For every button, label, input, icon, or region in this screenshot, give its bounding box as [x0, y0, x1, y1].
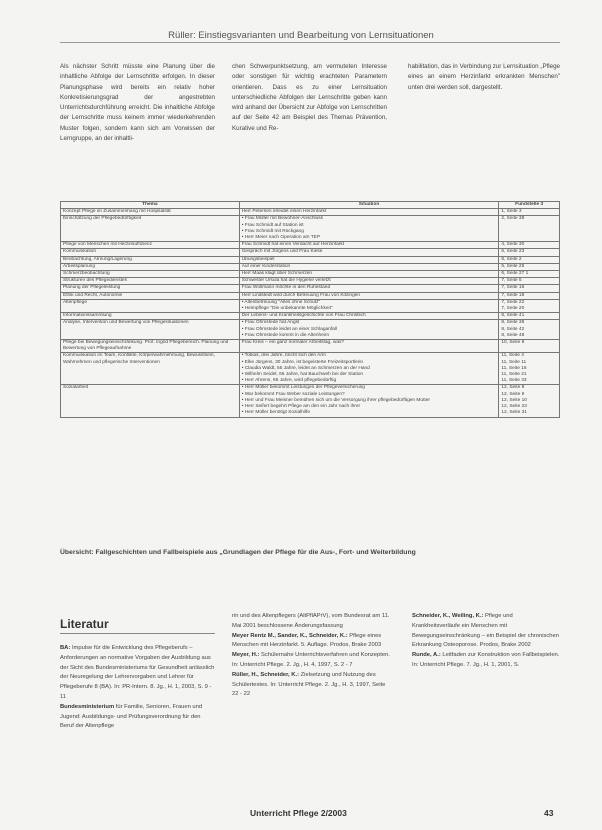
situation-line: Herr Petersen erleidet einen Herzinfarkt — [241, 209, 327, 215]
reference-text: für Familie, Senioren, Frauen und Jugend: Ausbildungs- und Prüfungsverordnung für den Beruf der Altenpflege — [60, 703, 203, 730]
fundstelle-line: 4, Seite 30 — [501, 242, 525, 248]
cell-fundstelle — [499, 249, 560, 256]
situation-line: • Tobias, drei Jahre, bricht sich den Arm — [241, 353, 326, 359]
situation-line: • Frau Ohmstede hat Angst — [241, 320, 300, 326]
table-row — [61, 353, 560, 385]
situation-line: • Herr Müller benötigt Sozialhilfe — [241, 410, 311, 416]
cell-thema: Beobachtung, Atmung/Lagerung — [61, 256, 240, 263]
running-header: Rüller: Einstiegsvarianten und Bearbeitung von Lernsituationen — [168, 30, 434, 41]
situation-line: • Frau Schmidt auf Station ist — [241, 222, 304, 228]
page-number: 43 — [544, 808, 554, 818]
cell-thema: Kommunikation im Team, Konflikte, Körperwahrnehmung, Bewusstsein, Wahrnehmen und pflegerische Interventionen — [61, 353, 240, 385]
fundstelle-line: 7, Seite 16 — [501, 285, 525, 291]
table-caption: Übersicht: Fallgeschichten und Fallbeispiele aus „Grundlagen der Pflege für die Aus-, Fort- und Weiterbildung — [60, 549, 416, 556]
fundstelle-line: 7, Seite 22 — [501, 299, 525, 305]
cell-fundstelle — [499, 216, 560, 242]
table-row — [61, 313, 560, 320]
cell-situation — [239, 209, 499, 216]
cell-situation — [239, 292, 499, 299]
cell-thema: Informationssammlung — [61, 313, 240, 320]
situation-line: Schwester Ursula hat die Hygiene verletzt — [241, 278, 331, 284]
fundstelle-line: 2, Seite 38 — [501, 216, 525, 222]
table-row — [61, 340, 560, 353]
fundstelle-line: 11, Seite 11 — [501, 359, 527, 365]
cell-thema: Pflege bei Bewegungseinschränkung. Prof. Ingrid Pflegebereich. Planung und Bewertung von Pflegeaufnahme — [61, 340, 240, 353]
situation-line: Frau Schmidt hat einen Verdacht auf Herzinfarkt — [241, 242, 345, 248]
fundstelle-line: 12, Seite 31 — [501, 410, 527, 416]
cell-situation — [239, 263, 499, 270]
fundstelle-line: 12, Seite 10 — [501, 397, 527, 403]
fundstelle-line: 10, Seite 9 — [501, 340, 525, 346]
cell-fundstelle — [499, 285, 560, 292]
body-column-1: Als nächster Schritt müsste eine Planung über die inhaltliche Abfolge der Lernschritte erfolgen. In dieser Planungsphase wird bereits ein relativ hoher Konkretisierungsgrad der angestrebten Unterrichtsdurchführung erreicht. Die inhaltliche Abfolge der Lernschritte muss keinem immer wiederkehrenden Muster folgen, sondern kann sich am Vorwissen der Lerngruppe, an der inhaltli- — [60, 63, 215, 143]
table-header-row — [61, 202, 560, 209]
cell-fundstelle — [499, 271, 560, 278]
reference-author: Rüller, H., Schneider, K.: — [232, 671, 300, 678]
table-header-fundstelle: Fundstelle 3 — [499, 202, 560, 209]
reference-author: Bundesministerium — [60, 703, 115, 710]
fundstelle-line: 6, Seite 23 — [501, 249, 525, 255]
reference-author: Meyer Rentz M., Sander, K., Schneider, K.: — [232, 632, 348, 639]
reference-text: Zielsetzung und Nutzung des Schülertextes. In: Unterricht Pflege. 2. Jg., H. 3, 1997, Seite 22 - 22 — [232, 671, 386, 698]
fundstelle-line: 11, Seite 33 — [501, 378, 527, 384]
situation-line: • Frau Schmidt mit Rückgang — [241, 228, 304, 234]
situation-line: Übungsbeispiel — [241, 256, 275, 262]
cell-fundstelle — [499, 292, 560, 299]
cell-thema: Ethik und Recht, Autonomie — [61, 292, 240, 299]
fundstelle-line: 8, Seite 41 — [501, 313, 525, 319]
table-row — [61, 242, 560, 249]
table-row — [61, 256, 560, 263]
cell-thema: Konzept Pflege im Zusammenhang mit Hospitalität — [61, 209, 240, 216]
reference-author: Schneider, K., Weiling, K.: — [412, 613, 484, 619]
cell-fundstelle — [499, 320, 560, 340]
overview-table — [60, 201, 560, 418]
table-row — [61, 385, 560, 417]
literature-title: Literatur — [60, 617, 109, 631]
cell-situation — [239, 313, 499, 320]
situation-line: Auf einer Kinderstation — [241, 263, 291, 269]
situation-line: Herr Maas klagt über Schmerzen — [241, 271, 313, 277]
cell-situation — [239, 249, 499, 256]
cell-fundstelle — [499, 385, 560, 417]
cell-situation — [239, 242, 499, 249]
situation-line: • Altenbetreuung "Alles ohne Schutz" — [241, 299, 321, 305]
literature-reference — [232, 671, 390, 700]
literature-column-2 — [232, 612, 390, 700]
fundstelle-line: 8, Seite 42 — [501, 326, 525, 332]
reference-author: Meyer, H.: — [232, 652, 260, 659]
literature-reference — [60, 703, 215, 732]
table-row — [61, 292, 560, 299]
cell-thema: Einschätzung der Pflegebedürftigkeit — [61, 216, 240, 242]
fundstelle-line: 12, Seite 9 — [501, 391, 525, 397]
situation-line: • War bekommt Frau Weber soziale Leistungen? — [241, 391, 345, 397]
fundstelle-line: 7, Seite 5 — [501, 278, 522, 284]
fundstelle-line: 5, Seite 25 — [501, 263, 525, 269]
table-row — [61, 271, 560, 278]
situation-line: • Elke Jürgens, 30 Jahre, ist begeisterte Freizeitsportlerin — [241, 359, 364, 365]
table-row — [61, 216, 560, 242]
table-row — [61, 285, 560, 292]
cell-situation — [239, 340, 499, 353]
situation-line: • Herr Müller bekommt Leistungen der Pflegeversicherung — [241, 385, 365, 391]
situation-line: • Frau Ohmstede kommt in die Altenheim — [241, 332, 329, 338]
literature-reference — [412, 612, 562, 651]
fundstelle-line: 8, Seite 2 — [501, 256, 522, 262]
reference-text: rin und des Altenpflegers (AltPflAPrV), vom Bundesrat am 11. Mai 2001 beschlossene Änderungsfassung — [232, 613, 390, 629]
cell-thema: Planung der Pflegeleistung — [61, 285, 240, 292]
cell-situation — [239, 385, 499, 417]
fundstelle-line: 11, Seite 21 — [501, 372, 527, 378]
fundstelle-line: 1, Seite 3 — [501, 209, 522, 215]
literature-reference — [232, 632, 390, 652]
fundstelle-line: 7, Seite 18 — [501, 292, 525, 298]
reference-text: Pflege und Krankheitsverläufe ein Menschen mit Bewegungseinschränkung – ein Beispiel der chronischen Erkrankung Osteoporose. Prodos, Brake 2002 — [412, 613, 559, 649]
cell-thema: Kommunikation — [61, 249, 240, 256]
situation-line: Frau Wollmann möchte in den Ruhestand — [241, 285, 331, 291]
cell-situation — [239, 271, 499, 278]
situation-line: Herr Lindstedt wird durch Betreuung Frau von Kitzingen — [241, 292, 361, 298]
cell-situation — [239, 256, 499, 263]
cell-situation — [239, 278, 499, 285]
cell-fundstelle — [499, 263, 560, 270]
fundstelle-line: 12, Seite 8 — [501, 385, 525, 391]
situation-line: • Claudia Waldt, 55 Jahre, leidet an Schmerzen an der Hand — [241, 365, 370, 371]
situation-line: Frau Kreis – ein ganz normaler Arbeitstag, was? — [241, 340, 345, 346]
table-header-thema: Thema — [61, 202, 240, 209]
situation-line: • Herr Meier nach Operation am TEP — [241, 235, 321, 241]
header-rule — [60, 42, 560, 43]
cell-fundstelle — [499, 299, 560, 312]
cell-fundstelle — [499, 353, 560, 385]
situation-line: • Frau Müller mit Bewohner-Anschluss — [241, 216, 324, 222]
fundstelle-line: 6, Seite 27 1 — [501, 271, 529, 277]
reference-author: Runde, A.: — [412, 652, 441, 659]
table-row — [61, 278, 560, 285]
cell-fundstelle — [499, 340, 560, 353]
cell-fundstelle — [499, 313, 560, 320]
fundstelle-line: 8, Seite 48 — [501, 332, 525, 338]
situation-line: Gespräch mit Jürgens und Frau Kiese — [241, 249, 323, 255]
table-row — [61, 249, 560, 256]
cell-situation — [239, 285, 499, 292]
literature-reference — [232, 612, 390, 632]
situation-line: • Heimpflege "Die unbekannte Möglichkeit" — [241, 306, 333, 312]
reference-text: Pflege eines Menschen mit Herzinfarkt. 5. Auflage. Prodos, Brake 2003 — [232, 632, 382, 649]
reference-text: Impulse für die Entwicklung des Pflegeberufs – Anforderungen an normative Vorgaben der Ausbildung aus der Sicht des Bundesministeriums für Gesundheit anlässlich der Neuregelung der Lehrervorgaben und Lehrer für Pflegeberufe 8 (BA). In: PR-Intern. 8. Jg., H. 1, 2003, S. 9 - 11 — [60, 645, 215, 700]
cell-situation — [239, 299, 499, 312]
literature-column-1 — [60, 644, 215, 732]
fundstelle-line: 7, Seite 20 — [501, 306, 525, 312]
situation-line: • Herr Ahrens, 66 Jahre, wird pflegebedürftig — [241, 378, 337, 384]
fundstelle-line: 12, Seite 23 — [501, 404, 527, 410]
body-column-2: chen Schwerpunktsetzung, am vermuteten Interesse oder sonstigen für wichtig erachteten Parametern orientieren. Dass es zu einer Lernsituation unterschiedliche Abfolgen der Lernschritte geben kann wird anhand der Übersicht zur Abfolge von Lernschritten auf der Seite 42 am Beispiel des Themas Prävention, Kurative und Re- — [232, 63, 387, 132]
table-row — [61, 299, 560, 312]
cell-thema: Schmerzbeobachtung — [61, 271, 240, 278]
fundstelle-line: 11, Seite 4 — [501, 353, 524, 359]
literature-reference — [232, 651, 390, 671]
cell-fundstelle — [499, 209, 560, 216]
literature-rule — [60, 633, 215, 634]
cell-fundstelle — [499, 242, 560, 249]
fundstelle-line: 11, Seite 16 — [501, 365, 527, 371]
situation-line: • Herr und Frau Meisner bemühen sich um die Versorgung ihrer pflegebedürftigen Mutter — [241, 397, 431, 403]
cell-situation — [239, 320, 499, 340]
reference-text: Schülernahe Unterrichtsverfahren und Konzepten. In: Unterricht Pflege. 2. Jg., H. 4, 1997, S. 2 - 7 — [232, 652, 390, 668]
cell-thema: Strukturen des Pflegedienstes — [61, 278, 240, 285]
situation-line: • Herr Seifert begehrt Pflege am den ein Jahr nach ihrer — [241, 404, 361, 410]
cell-situation — [239, 216, 499, 242]
reference-text: Leitfaden zur Konstruktion von Fallbeispielen. In: Unterricht Pflege. 7. Jg., H. 1, 2001, S. — [412, 652, 560, 668]
table-body — [61, 209, 560, 417]
cell-thema: Analyse, Intervention und Bewertung von Pflegesituationen — [61, 320, 240, 340]
reference-author: BA: — [60, 645, 71, 651]
table-row — [61, 263, 560, 270]
table-row — [61, 209, 560, 216]
situation-line: • Wilhelm Seidel, 66 Jahre, hat Bauchweh bei der Station — [241, 372, 364, 378]
literature-reference — [412, 651, 562, 671]
cell-thema: Arbeitsplanung — [61, 263, 240, 270]
literature-reference — [60, 644, 215, 703]
situation-line: Der Lebens- und Krankheitsgeschichte von Frau Christlich — [241, 313, 366, 319]
fundstelle-line: 8, Seite 38 — [501, 320, 525, 326]
cell-fundstelle — [499, 256, 560, 263]
cell-fundstelle — [499, 278, 560, 285]
literature-column-3 — [412, 612, 562, 671]
cell-thema: Sozialarbeit — [61, 385, 240, 417]
situation-line: • Frau Ohmstede leidet an einer Schlaganfall — [241, 326, 337, 332]
table-header-situation: Situation — [239, 202, 499, 209]
body-column-3: habilitation, das in Verbindung zur Lernsituation „Pflege eines an einem Herzinfarkt erkrankten Menschen" unten drei werden soll, dargestellt. — [408, 63, 560, 91]
table-row — [61, 320, 560, 340]
journal-footer: Unterricht Pflege 2/2003 — [250, 808, 347, 818]
cell-thema: Altenpflege — [61, 299, 240, 312]
cell-situation — [239, 353, 499, 385]
cell-thema: Pflege von Menschen mit Herzinsuffizienz — [61, 242, 240, 249]
